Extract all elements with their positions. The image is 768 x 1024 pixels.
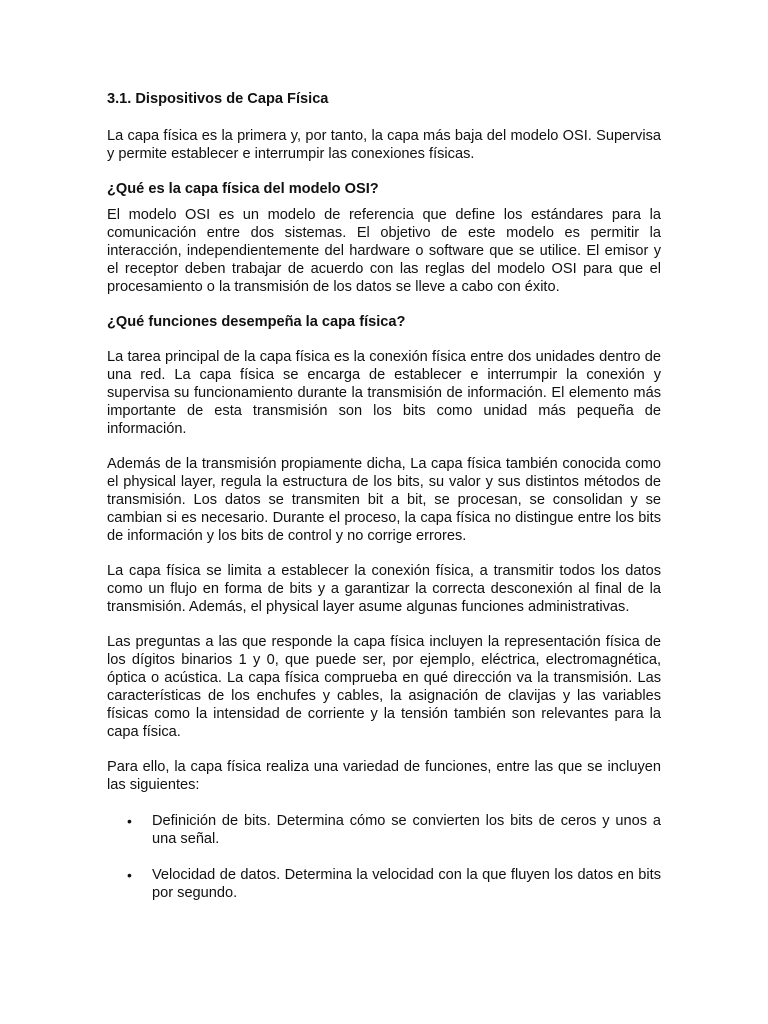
bullet-icon: • (127, 867, 132, 883)
list-item-text: Velocidad de datos. Determina la velocidad con la que fluyen los datos en bits por segundo. (152, 867, 661, 901)
list-item (107, 812, 661, 848)
definition-paragraph: El modelo OSI es un modelo de referencia que define los estándares para la comunicación entre dos sistemas. El objetivo de este modelo es permitir la interacción, independientemente del hardware o software que se utilice. El emisor y el receptor deben trabajar de acuerdo con las reglas del modelo OSI para que el procesamiento o la transmisión de los datos se lleve a cabo con éxito. (107, 207, 661, 295)
question-heading-osi: ¿Qué es la capa física del modelo OSI? (107, 181, 379, 197)
body-paragraph: La capa física se limita a establecer la conexión física, a transmitir todos los datos como un flujo en forma de bits y a garantizar la correcta desconexión al final de la transmisión. Además, el physical layer asume algunas funciones administrativas. (107, 563, 661, 615)
question-heading-functions: ¿Qué funciones desempeña la capa física? (107, 314, 406, 330)
list-item (107, 866, 661, 902)
section-heading: 3.1. Dispositivos de Capa Física (107, 91, 329, 107)
functions-list (107, 812, 661, 902)
body-paragraph: Las preguntas a las que responde la capa física incluyen la representación física de los dígitos binarios 1 y 0, que puede ser, por ejemplo, eléctrica, electromagnética, óptica o acústica. La capa física comprueba en qué dirección va la transmisión. Las características de los enchufes y cables, la asignación de clavijas y las variables físicas como la intensidad de corriente y la tensión también son relevantes para la capa física. (107, 634, 661, 740)
document-page (107, 90, 661, 902)
intro-paragraph: La capa física es la primera y, por tanto, la capa más baja del modelo OSI. Supervisa y permite establecer e interrumpir las conexiones físicas. (107, 128, 661, 162)
body-paragraph: Para ello, la capa física realiza una variedad de funciones, entre las que se incluyen las siguientes: (107, 759, 661, 793)
body-paragraph: Además de la transmisión propiamente dicha, La capa física también conocida como el physical layer, regula la estructura de los bits, su valor y sus distintos métodos de transmisión. Los datos se transmiten bit a bit, se procesan, se consolidan y se cambian si es necesario. Durante el proceso, la capa física no distingue entre los bits de información y los bits de control y no corrige errores. (107, 456, 661, 544)
list-item-text: Definición de bits. Determina cómo se convierten los bits de ceros y unos a una señal. (152, 813, 661, 847)
bullet-icon: • (127, 813, 132, 829)
body-paragraph: La tarea principal de la capa física es la conexión física entre dos unidades dentro de una red. La capa física se encarga de establecer e interrumpir la conexión y supervisa su funcionamiento durante la transmisión de información. El elemento más importante de esta transmisión son los bits como unidad más pequeña de información. (107, 349, 661, 437)
